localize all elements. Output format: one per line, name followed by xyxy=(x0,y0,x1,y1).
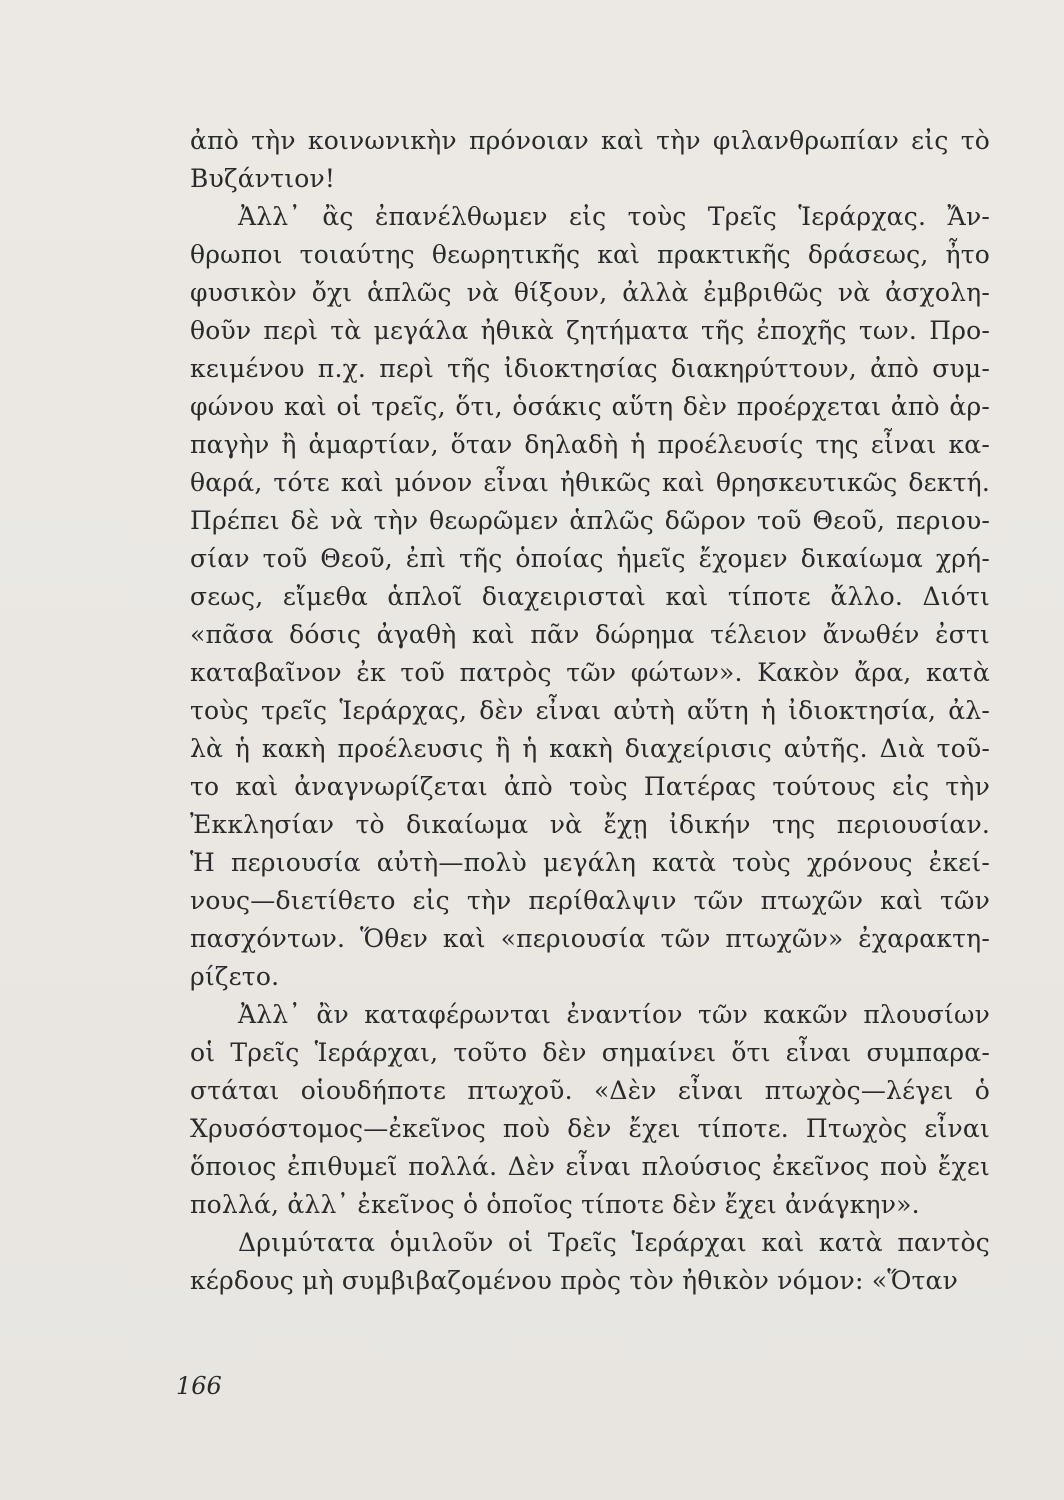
text-line: ὅποιος ἐπιθυμεῖ πολλά. Δὲν εἶναι πλούσιος ἐκεῖνος ποὺ ἔχει xyxy=(190,1152,990,1181)
text-line: Δριμύτατα ὁμιλοῦν οἱ Τρεῖς Ἱεράρχαι καὶ κατὰ παντὸς xyxy=(238,1228,990,1257)
text-line: τοὺς τρεῖς Ἱεράρχας, δὲν εἶναι αὐτὴ αὕτη ἡ ἰδιοκτησία, ἀλ- xyxy=(190,696,990,725)
text-line: καταβαῖνον ἐκ τοῦ πατρὸς τῶν φώτων». Κακὸν ἄρα, κατὰ xyxy=(190,658,990,687)
text-line: νους—διετίθετο εἰς τὴν περίθαλψιν τῶν πτωχῶν καὶ τῶν xyxy=(190,886,990,915)
text-line: λὰ ἡ κακὴ προέλευσις ἢ ἡ κακὴ διαχείρισις αὐτῆς. Διὰ τοῦ- xyxy=(190,734,990,763)
text-line: Ἀλλ᾽ ἂν καταφέρωνται ἐναντίον τῶν κακῶν πλουσίων xyxy=(238,1000,990,1029)
text-line: το καὶ ἀναγνωρίζεται ἀπὸ τοὺς Πατέρας τούτους εἰς τὴν xyxy=(190,772,990,801)
text-line: θαρά, τότε καὶ μόνον εἶναι ἠθικῶς καὶ θρησκευτικῶς δεκτή. xyxy=(190,468,990,497)
text-line: ρίζετο. xyxy=(190,962,280,991)
text-line: πολλά, ἀλλ᾽ ἐκεῖνος ὁ ὁποῖος τίποτε δὲν ἔχει ἀνάγκην». xyxy=(190,1190,920,1219)
text-line: φώνου καὶ οἱ τρεῖς, ὅτι, ὁσάκις αὕτη δὲν προέρχεται ἀπὸ ἁρ- xyxy=(190,392,990,421)
text-line: θρωποι τοιαύτης θεωρητικῆς καὶ πρακτικῆς δράσεως, ἦτο xyxy=(190,240,990,269)
text-line: Ἀλλ᾽ ἂς ἐπανέλθωμεν εἰς τοὺς Τρεῖς Ἱεράρχας. Ἄν- xyxy=(238,202,990,231)
text-line: κέρδους μὴ συμβιβαζομένου πρὸς τὸν ἠθικὸν νόμον: «Ὅταν xyxy=(190,1266,959,1295)
text-line: παγὴν ἢ ἁμαρτίαν, ὅταν δηλαδὴ ἡ προέλευσίς της εἶναι κα- xyxy=(190,430,990,459)
text-line: στάται οἱουδήποτε πτωχοῦ. «Δὲν εἶναι πτωχὸς—λέγει ὁ xyxy=(190,1076,990,1105)
text-line: Πρέπει δὲ νὰ τὴν θεωρῶμεν ἁπλῶς δῶρον τοῦ Θεοῦ, περιου- xyxy=(190,506,990,535)
text-line: σίαν τοῦ Θεοῦ, ἐπὶ τῆς ὁποίας ἡμεῖς ἔχομεν δικαίωμα χρή- xyxy=(190,544,990,573)
page-number: 166 xyxy=(176,1372,222,1400)
text-line: πασχόντων. Ὅθεν καὶ «περιουσία τῶν πτωχῶν» ἐχαρακτη- xyxy=(190,924,990,953)
text-line: φυσικὸν ὄχι ἁπλῶς νὰ θίξουν, ἀλλὰ ἐμβριθῶς νὰ ἀσχολη- xyxy=(190,278,990,307)
text-line: «πᾶσα δόσις ἀγαθὴ καὶ πᾶν δώρημα τέλειον ἄνωθέν ἐστι xyxy=(190,620,990,649)
text-line: Βυζάντιον! xyxy=(190,164,336,193)
text-line: θοῦν περὶ τὰ μεγάλα ἠθικὰ ζητήματα τῆς ἐποχῆς των. Προ- xyxy=(190,316,990,345)
text-line: Χρυσόστομος—ἐκεῖνος ποὺ δὲν ἔχει τίποτε. Πτωχὸς εἶναι xyxy=(190,1114,990,1143)
text-line: σεως, εἴμεθα ἁπλοῖ διαχειρισταὶ καὶ τίποτε ἄλλο. Διότι xyxy=(190,582,990,611)
text-line: κειμένου π.χ. περὶ τῆς ἰδιοκτησίας διακηρύττουν, ἀπὸ συμ- xyxy=(190,354,990,383)
text-line: ἀπὸ τὴν κοινωνικὴν πρόνοιαν καὶ τὴν φιλανθρωπίαν εἰς τὸ xyxy=(190,126,990,155)
text-line: Ἐκκλησίαν τὸ δικαίωμα νὰ ἔχῃ ἰδικήν της περιουσίαν. xyxy=(190,810,990,839)
text-line: Ἡ περιουσία αὐτὴ—πολὺ μεγάλη κατὰ τοὺς χρόνους ἐκεί- xyxy=(190,848,990,877)
body-text xyxy=(190,122,990,1300)
text-line: οἱ Τρεῖς Ἱεράρχαι, τοῦτο δὲν σημαίνει ὅτι εἶναι συμπαρα- xyxy=(190,1038,990,1067)
